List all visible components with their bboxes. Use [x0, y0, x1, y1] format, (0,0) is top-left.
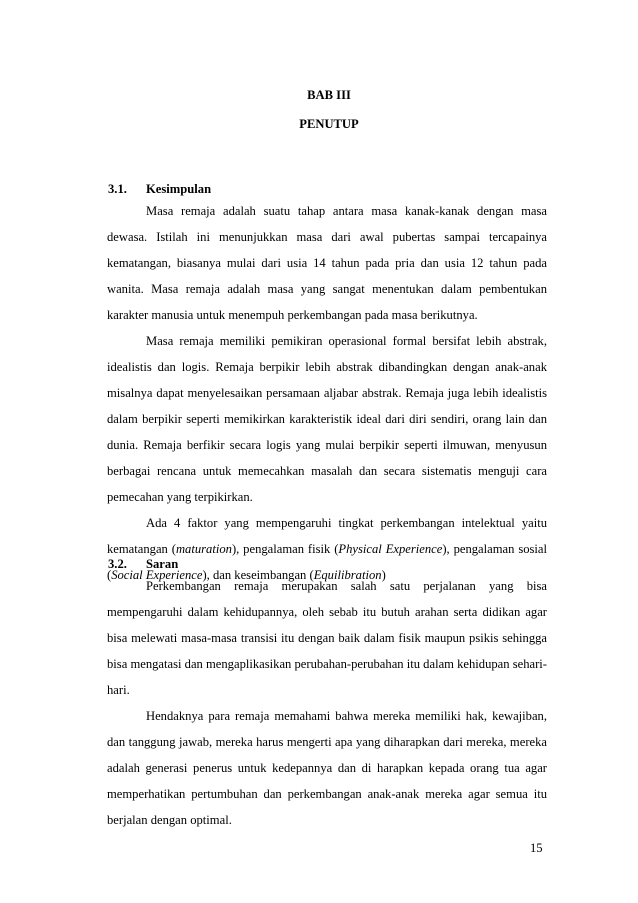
italic-term: Physical Experience: [338, 542, 443, 556]
section-body-kesimpulan: [107, 198, 547, 588]
section-heading-saran: [108, 557, 178, 572]
text-run: ), dan keseimbangan (: [202, 568, 314, 582]
chapter-number: BAB III: [307, 88, 351, 102]
text-run: Hendaknya para remaja memahami bahwa mereka memiliki hak, kewajiban, dan tanggung jawab, mereka harus mengerti apa yang diharapkan dari mereka, mereka adalah generasi penerus untuk kedepannya dan di harapkan kepada orang tua agar memperhatikan pertumbuhan dan perkembangan anak-anak mereka agar semua itu berjalan dengan optimal.: [107, 709, 547, 827]
paragraph: [107, 703, 547, 833]
italic-term: maturation: [175, 542, 232, 556]
section-number: 3.2.: [108, 557, 127, 571]
italic-term: Social Experience: [111, 568, 203, 582]
section-body-saran: [107, 573, 547, 833]
section-title: Kesimpulan: [146, 182, 212, 196]
section-title: Saran: [146, 557, 179, 571]
text-run: Ada 4 faktor yang mempengaruhi tingkat perkembangan intelektual yaitu kematangan (: [107, 516, 547, 556]
text-run: Masa remaja adalah suatu tahap antara masa kanak-kanak dengan masa dewasa. Istilah ini menunjukkan masa dari awal pubertas sampai tercapainya kematangan, biasanya mulai dari usia 14 tahun pada pria dan usia 12 tahun pada wanita. Masa remaja adalah masa yang sangat menentukan dalam pembentukan karakter manusia untuk menempuh perkembangan pada masa berikutnya.: [107, 204, 547, 322]
italic-term: Equilibration: [313, 568, 382, 582]
paragraph: [107, 573, 547, 703]
text-run: ), pengalaman sosial (: [107, 542, 548, 582]
section-number: 3.1.: [108, 182, 127, 196]
chapter-title: PENUTUP: [299, 117, 359, 131]
paragraph: [107, 328, 547, 510]
page-number: 15: [530, 841, 543, 855]
text-run: Perkembangan remaja merupakan salah satu perjalanan yang bisa mempengaruhi dalam kehidupannya, oleh sebab itu butuh arahan serta didikan agar bisa melewati masa-masa transisi itu dengan baik dalam fisik maupun psikis sehingga bisa mengatasi dan mengaplikasikan perubahan-perubahan itu dalam kehidupan sehari-hari.: [107, 579, 547, 697]
text-run: Masa remaja memiliki pemikiran operasional formal bersifat lebih abstrak, idealistis dan logis. Remaja berpikir lebih abstrak dibandingkan dengan anak-anak misalnya dapat menyelesaikan persamaan aljabar abstrak. Remaja juga lebih idealistis dalam berpikir seperti memikirkan karakteristik ideal dari diri sendiri, orang lain dan dunia. Remaja berfikir secara logis yang mulai berpikir seperti ilmuwan, menyusun berbagai rencana untuk memecahkan masalah dan secara sistematis menguji cara pemecahan yang terpikirkan.: [107, 334, 547, 504]
text-run: ): [381, 568, 386, 582]
section-heading-kesimpulan: [108, 182, 211, 197]
paragraph: [107, 198, 547, 328]
text-run: ), pengalaman fisik (: [231, 542, 339, 556]
